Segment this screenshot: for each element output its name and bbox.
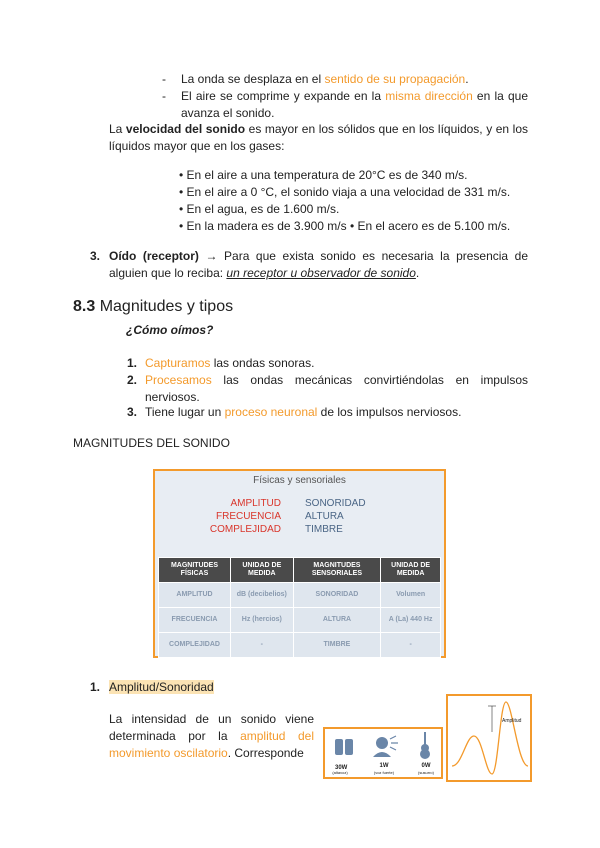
sensorial-magnitudes: SONORIDAD ALTURA TIMBRE xyxy=(305,498,366,535)
step-item: 1. Capturamos las ondas sonoras. xyxy=(127,356,315,370)
power-sublabel: (susurro) xyxy=(417,770,434,775)
amplitude-heading: 1. Amplitud/Sonoridad xyxy=(90,680,214,694)
section-heading: 8.3 Magnitudes y tipos xyxy=(73,298,234,315)
sine-wave xyxy=(448,696,530,780)
wave-label: Amplitud xyxy=(502,718,522,724)
power-label: 30W xyxy=(335,765,348,771)
figure-title: Físicas y sensoriales xyxy=(253,475,346,486)
person-icon xyxy=(373,736,398,757)
wave-list-item: - El aire se comprime y expande en la misma dirección en la que avanza el sonido. xyxy=(162,89,528,120)
power-sublabel: (altavoz) xyxy=(332,770,348,775)
step-item: 2. Procesamos las ondas mecánicas convirtiéndolas en impulsos nerviosos. xyxy=(127,373,528,404)
step-item: 3. Tiene lugar un proceso neuronal de los impulsos nerviosos. xyxy=(127,405,462,419)
guitar-icon xyxy=(420,732,430,759)
physical-magnitudes: AMPLITUD FRECUENCIA COMPLEJIDAD xyxy=(209,498,281,535)
power-label: 1W xyxy=(379,763,389,769)
table-row: AMPLITUD dB (decibelios) SONORIDAD Volumen xyxy=(159,583,441,608)
table-header-row: MAGNITUDES FÍSICAS UNIDAD DE MEDIDA MAGNITUDES SENSORIALES UNIDAD DE MEDIDA xyxy=(159,558,441,583)
magnitudes-heading: MAGNITUDES DEL SONIDO xyxy=(73,436,230,450)
power-figure xyxy=(323,727,443,779)
table-row: COMPLEJIDAD - TIMBRE - xyxy=(159,633,441,658)
section-question: ¿Cómo oímos? xyxy=(126,323,214,337)
velocity-bullet: • En el aire a 0 °C, el sonido viaja a una velocidad de 331 m/s. xyxy=(179,185,511,199)
velocity-bullet: • En la madera es de 3.900 m/s • En el acero es de 5.100 m/s. xyxy=(179,219,511,233)
receptor-item: 3. Oído (receptor) → Para que exista sonido es necesaria la presencia de alguien que lo reciba: un receptor u observador de sonido. xyxy=(90,249,529,280)
wave-figure xyxy=(446,694,532,782)
wave-list-item: - La onda se desplaza en el sentido de su propagación. xyxy=(162,72,469,86)
table-row: FRECUENCIA Hz (hercios) ALTURA A (La) 440 Hz xyxy=(159,608,441,633)
velocity-paragraph: La velocidad del sonido es mayor en los sólidos que en los líquidos, y en los líquidos mayor que en los gases: xyxy=(109,122,529,153)
power-label: 0W xyxy=(421,763,431,769)
velocity-bullet: • En el aire a una temperatura de 20°C es de 340 m/s. xyxy=(179,168,468,182)
power-sublabel: (voz fuerte) xyxy=(373,770,395,775)
speaker-icon xyxy=(335,739,353,755)
magnitudes-table xyxy=(158,557,441,658)
velocity-bullet: • En el agua, es de 1.600 m/s. xyxy=(179,202,340,216)
amplitude-paragraph: La intensidad de un sonido viene determinada por la amplitud del movimiento oscilatorio. Corresponde xyxy=(109,712,314,760)
magnitudes-figure xyxy=(153,469,446,658)
